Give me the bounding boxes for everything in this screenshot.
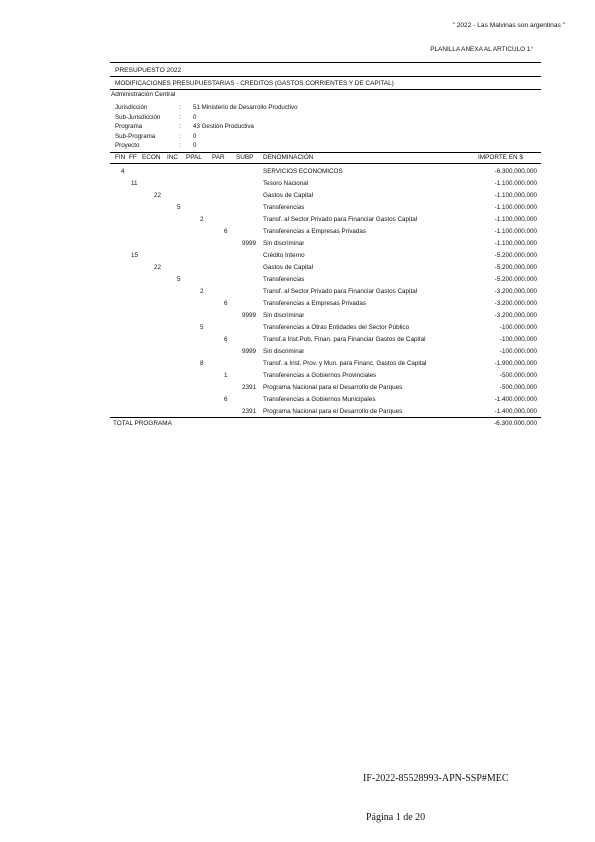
info-value: 0 — [193, 132, 197, 140]
cell-imp: -100.000.000 — [499, 336, 537, 343]
col-fin: FIN — [115, 154, 126, 161]
divider — [110, 62, 541, 63]
cell-inc: 5 — [177, 204, 181, 211]
col-importe: IMPORTE EN $ — [478, 154, 523, 161]
table-row — [110, 336, 541, 348]
cell-den: Crédito Interno — [263, 252, 305, 259]
table-row — [110, 384, 541, 396]
info-colon: : — [179, 142, 181, 149]
info-label: Sub-Programa — [115, 132, 156, 140]
total-label: TOTAL PROGRAMA — [113, 420, 172, 427]
col-denominacion: DENOMINACIÓN — [263, 154, 314, 161]
col-subp: SUBP — [236, 154, 254, 161]
cell-den: Sin discriminar — [263, 312, 305, 319]
col-ppal: PPAL — [186, 154, 202, 161]
info-colon: : — [179, 132, 181, 140]
cell-econ: 22 — [154, 192, 162, 199]
cell-den: Tesoro Nacional — [263, 180, 309, 187]
cell-inc: 5 — [177, 276, 181, 283]
cell-den: Sin discriminar — [263, 240, 305, 247]
table-row — [110, 348, 541, 360]
cell-imp: -1.100.000.000 — [494, 204, 537, 211]
cell-den: Transf.a Inst.Pub. Finan. para Financiar Gastos de Capital — [263, 336, 426, 343]
cell-imp: -1.100.000.000 — [494, 180, 537, 187]
cell-den: Programa Nacional para el Desarrollo de Parques — [263, 408, 403, 415]
cell-subp: 2391 — [242, 384, 257, 391]
document-id: IF-2022-85528993-APN-SSP#MEC — [363, 773, 509, 784]
info-label: Sub-Jurisdicción — [115, 113, 161, 121]
cell-imp: -500.000.000 — [499, 384, 537, 391]
table-row — [110, 252, 541, 264]
table-row — [110, 372, 541, 384]
cell-den: Gastos de Capital — [263, 264, 314, 271]
cell-imp: -3.200.000.000 — [494, 300, 537, 307]
cell-ff: 11 — [131, 180, 138, 187]
table-row — [110, 168, 541, 180]
annex-title: PLANILLA ANEXA AL ARTICULO 1° — [430, 46, 533, 53]
cell-imp: -100.000.000 — [499, 348, 537, 355]
cell-ppal: 2 — [200, 216, 204, 223]
cell-imp: -1.100.000.000 — [494, 192, 537, 199]
cell-imp: -6.300.000.000 — [494, 168, 537, 175]
cell-imp: -1.100.000.000 — [494, 228, 537, 235]
budget-subtitle: MODIFICACIONES PRESUPUESTARIAS - CREDITOS (GASTOS CORRIENTES Y DE CAPITAL) — [115, 80, 394, 87]
cell-den: Transferencias a Empresas Privadas — [263, 300, 367, 307]
cell-subp: 9999 — [242, 348, 257, 355]
cell-den: Transferencias a Otras Entidades del Sector Público — [263, 324, 410, 331]
col-inc: INC — [167, 154, 179, 161]
cell-subp: 2391 — [242, 408, 257, 415]
divider — [110, 89, 541, 90]
cell-imp: -1.400.000.000 — [494, 396, 537, 403]
cell-imp: -1.900.000.000 — [494, 360, 537, 367]
cell-den: Transf. al Sector Privado para Financiar Gastos Capital — [263, 216, 418, 223]
info-value: 0 — [193, 113, 197, 121]
info-colon: : — [179, 104, 181, 111]
info-label: Proyecto — [115, 142, 140, 149]
info-colon: : — [179, 123, 181, 130]
table-row — [110, 288, 541, 300]
col-econ: ECON — [142, 154, 161, 161]
cell-den: Sin discriminar — [263, 348, 305, 355]
cell-par: 6 — [224, 300, 228, 307]
admin-label: Administración Central — [111, 91, 176, 98]
cell-ppal: 2 — [200, 288, 204, 295]
cell-par: 6 — [224, 228, 228, 235]
cell-imp: -3.200.000.000 — [494, 312, 537, 319]
table-row — [110, 276, 541, 288]
divider — [110, 163, 541, 164]
table-row — [110, 264, 541, 276]
table-row — [110, 204, 541, 216]
cell-den: Transferencias a Gobiernos Municipales — [263, 396, 376, 403]
cell-den: Transferencias a Empresas Privadas — [263, 228, 367, 235]
info-value: 43 Gestión Productiva — [193, 123, 254, 130]
table-row — [110, 216, 541, 228]
cell-imp: -5.200.000.000 — [494, 264, 537, 271]
cell-fin: 4 — [121, 168, 125, 175]
col-par: PAR — [212, 154, 225, 161]
divider — [110, 152, 541, 153]
divider — [110, 76, 541, 77]
info-colon: : — [179, 113, 181, 121]
cell-den: Transf. a Inst. Prov. y Mun. para Financ. Gastos de Capital — [263, 360, 427, 367]
table-row — [110, 312, 541, 324]
table-row — [110, 360, 541, 372]
table-row — [110, 396, 541, 408]
table-row — [110, 180, 541, 192]
table-row — [110, 240, 541, 252]
cell-ff: 15 — [131, 252, 139, 259]
info-value: 51 Ministerio de Desarrollo Productivo — [193, 104, 298, 111]
page-number: Página 1 de 20 — [366, 812, 426, 823]
total-amount: -6.300.000.000 — [494, 420, 537, 427]
info-value: 0 — [193, 142, 197, 149]
cell-imp: -500.000.000 — [499, 372, 537, 379]
cell-imp: -1.100.000.000 — [494, 216, 537, 223]
cell-den: Transf. al Sector Privado para Financiar Gastos Capital — [263, 288, 418, 295]
cell-den: Transferencias a Gobiernos Provinciales — [263, 372, 377, 379]
table-row — [110, 300, 541, 312]
cell-subp: 9999 — [242, 312, 257, 319]
cell-den: Programa Nacional para el Desarrollo de Parques — [263, 384, 403, 391]
cell-den: Transferencias — [263, 204, 305, 211]
info-label: Programa — [115, 123, 143, 130]
cell-par: 6 — [224, 396, 228, 403]
cell-par: 6 — [224, 336, 228, 343]
cell-ppal: 5 — [200, 324, 204, 331]
cell-den: SERVICIOS ECONOMICOS — [263, 168, 343, 175]
cell-imp: -1.100.000.000 — [494, 240, 537, 247]
table-row — [110, 408, 541, 420]
cell-imp: -1.400.000.000 — [494, 408, 537, 415]
budget-title: PRESUPUESTO 2022 — [115, 67, 182, 74]
table-row — [110, 324, 541, 336]
info-label: Jurisdicción — [115, 104, 148, 111]
cell-ppal: 8 — [200, 360, 204, 367]
cell-imp: -3.200.000.000 — [494, 288, 537, 295]
cell-par: 1 — [224, 372, 228, 379]
table-row — [110, 228, 541, 240]
cell-econ: 22 — [154, 264, 162, 271]
cell-imp: -5.200.000.000 — [494, 276, 537, 283]
cell-den: Gastos de Capital — [263, 192, 314, 199]
cell-imp: -100.000.000 — [499, 324, 537, 331]
cell-subp: 9999 — [242, 240, 257, 247]
cell-imp: -5.200.000.000 — [494, 252, 537, 259]
cell-den: Transferencias — [263, 276, 305, 283]
divider — [110, 417, 541, 418]
header-note: " 2022 - Las Malvinas son argentinas " — [452, 22, 565, 29]
table-row — [110, 192, 541, 204]
col-ff: FF — [129, 154, 137, 161]
